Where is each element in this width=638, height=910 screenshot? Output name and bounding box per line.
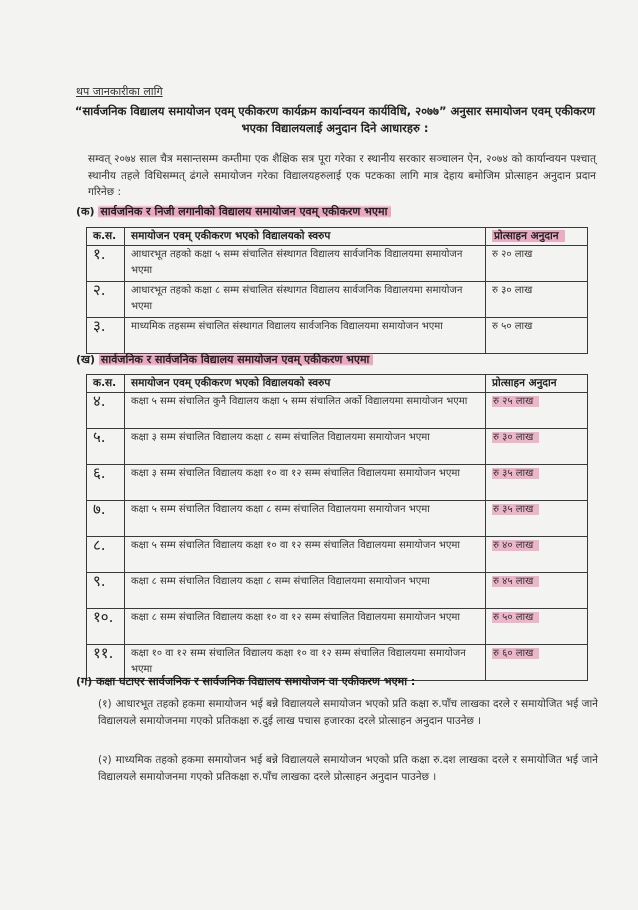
row-description: कक्षा ३ सम्म संचालित विद्यालय कक्षा ८ सम्म संचालित विद्यालयमा समायोजन भएमा xyxy=(125,429,486,465)
table-row xyxy=(87,573,588,609)
row-amount xyxy=(486,609,588,645)
item-marker: (१) xyxy=(98,698,112,710)
table-row xyxy=(87,501,588,537)
row-amount xyxy=(486,537,588,573)
row-sn: ९. xyxy=(87,573,125,609)
column-header-grant-label: प्रोत्साहन अनुदान xyxy=(492,230,565,242)
document-title: “सार्वजनिक विद्यालय समायोजन एवम् एकीकरण कार्यक्रम कार्यान्वयन कार्यविधि, २०७७” अनुसार समायोजन एवम् एकीकरण भएका विद्यालयलाई अनुदान दिने आधारहरु : xyxy=(74,104,596,135)
table-row xyxy=(87,429,588,465)
row-description: कक्षा ८ सम्म संचालित विद्यालय कक्षा १० वा १२ सम्म संचालित विद्यालयमा समायोजन भएमा xyxy=(125,609,486,645)
row-amount-highlighted: रु २५ लाख xyxy=(492,396,539,407)
section-ga-heading xyxy=(76,674,415,689)
row-description: कक्षा ५ सम्म संचालित विद्यालय कक्षा १० वा १२ सम्म संचालित विद्यालयमा समायोजन भएमा xyxy=(125,537,486,573)
table-row xyxy=(87,465,588,501)
row-description: कक्षा १० वा १२ सम्म संचालित विद्यालय कक्षा १० वा १२ सम्म संचालित विद्यालयमा समायोजन भएमा xyxy=(125,645,486,681)
section-ga-title: कक्षा घटाएर सार्वजनिक र सार्वजनिक विद्यालय समायोजन वा एकीकरण भएमा : xyxy=(96,675,416,688)
section-kha-heading xyxy=(76,352,373,367)
table-header-row xyxy=(87,375,588,393)
grant-table-kha xyxy=(86,374,588,681)
row-amount: रु ५० लाख xyxy=(486,318,588,354)
row-sn: ७. xyxy=(87,501,125,537)
row-amount-highlighted: रु ४० लाख xyxy=(492,540,539,551)
table-header-row xyxy=(87,228,588,246)
row-description: कक्षा ८ सम्म संचालित विद्यालय कक्षा ८ सम्म संचालित विद्यालयमा समायोजन भएमा xyxy=(125,573,486,609)
section-kha-marker: (ख) xyxy=(76,353,96,366)
section-ka-marker: (क) xyxy=(76,205,95,218)
row-amount xyxy=(486,429,588,465)
table-row xyxy=(87,609,588,645)
column-header-sn: क.स. xyxy=(87,228,125,246)
row-amount-highlighted: रु ४५ लाख xyxy=(492,576,539,587)
subheading: थप जानकारीका लागि xyxy=(76,85,163,98)
row-description: माध्यमिक तहसम्म संचालित संस्थागत विद्यालय सार्वजनिक विद्यालयमा समायोजन भएमा xyxy=(125,318,486,354)
row-amount xyxy=(486,393,588,429)
row-sn: २. xyxy=(87,282,125,318)
item-text: आधारभूत तहको हकमा समायोजन भई बन्ने विद्यालयले समायोजन भएको प्रति कक्षा रु.पाँच लाखका दरले र समायोजित भई जाने विद्यालयले समायोजनमा गएको प्रतिकक्षा रु.दुई लाख पचास हजारका दरले प्रोत्साहन अनुदान पाउनेछ । xyxy=(98,698,598,727)
row-description: आधारभूत तहको कक्षा ५ सम्म संचालित संस्थागत विद्यालय सार्वजनिक विद्यालयमा समायोजन भएमा xyxy=(125,246,486,282)
row-amount-highlighted: रु ६० लाख xyxy=(492,648,539,659)
row-sn: १. xyxy=(87,246,125,282)
row-amount xyxy=(486,501,588,537)
row-sn: ८. xyxy=(87,537,125,573)
column-header-description: समायोजन एवम् एकीकरण भएको विद्यालयको स्वरुप xyxy=(125,228,486,246)
row-amount-highlighted: रु ३० लाख xyxy=(492,432,539,443)
row-sn: ११. xyxy=(87,645,125,681)
row-amount: रु ३० लाख xyxy=(486,282,588,318)
row-amount-highlighted: रु ३५ लाख xyxy=(492,504,539,515)
row-description: कक्षा ३ सम्म संचालित विद्यालय कक्षा १० वा १२ सम्म संचालित विद्यालयमा समायोजन भएमा xyxy=(125,465,486,501)
row-sn: १०. xyxy=(87,609,125,645)
section-ga-item-2 xyxy=(98,752,598,785)
row-sn: ५. xyxy=(87,429,125,465)
table-row xyxy=(87,393,588,429)
table-row xyxy=(87,282,588,318)
row-sn: ३. xyxy=(87,318,125,354)
row-amount-highlighted: रु ३५ लाख xyxy=(492,468,539,479)
row-amount xyxy=(486,573,588,609)
item-marker: (२) xyxy=(98,754,112,766)
section-ga-item-1 xyxy=(98,696,598,729)
table-row xyxy=(87,537,588,573)
row-description: कक्षा ५ सम्म संचालित कुनै विद्यालय कक्षा ५ सम्म संचालित अर्को विद्यालयमा समायोजन भएमा xyxy=(125,393,486,429)
column-header-sn: क.स. xyxy=(87,375,125,393)
column-header-grant: प्रोत्साहन अनुदान xyxy=(486,375,588,393)
column-header-description: समायोजन एवम् एकीकरण भएको विद्यालयको स्वरुप xyxy=(125,375,486,393)
section-ka-heading xyxy=(76,204,391,219)
section-ka-title: सार्वजनिक र निजी लगानीको विद्यालय समायोजन एवम् एकीकरण भएमा xyxy=(98,205,391,218)
column-header-grant xyxy=(486,228,588,246)
table-row xyxy=(87,246,588,282)
row-sn: ६. xyxy=(87,465,125,501)
row-sn: ४. xyxy=(87,393,125,429)
section-kha-title: सार्वजनिक र सार्वजनिक विद्यालय समायोजन एवम् एकीकरण भएमा xyxy=(99,353,373,366)
grant-table-ka xyxy=(86,227,588,354)
item-text: माध्यमिक तहको हकमा समायोजन भई बन्ने विद्यालयले समायोजन भएको प्रति कक्षा रु.दश लाखका दरले र समायोजित भई जाने विद्यालयले समायोजनमा गएको प्रतिकक्षा रु.पाँच लाखका दरले प्रोत्साहन अनुदान पाउनेछ । xyxy=(98,754,598,783)
row-description: कक्षा ५ सम्म संचालित विद्यालय कक्षा ८ सम्म संचालित विद्यालयमा समायोजन भएमा xyxy=(125,501,486,537)
row-amount xyxy=(486,465,588,501)
row-amount xyxy=(486,645,588,681)
row-amount-highlighted: रु ५० लाख xyxy=(492,612,539,623)
intro-paragraph: सम्वत् २०७४ साल चैत्र मसान्तसम्म कम्तीमा एक शैक्षिक सत्र पूरा गरेका र स्थानीय सरकार सञ्चालन ऐन, २०७४ को कार्यान्वयन पश्चात् स्थानीय तहले विधिसम्मत् ढंगले समायोजन गरेका विद्यालयहरुलाई एक पटकका लागि मात्र देहाय बमोजिम प्रोत्साहन अनुदान प्रदान गरिनेछ : xyxy=(88,153,596,198)
section-ga-marker: (ग) xyxy=(76,675,93,688)
table-row xyxy=(87,318,588,354)
row-description: आधारभूत तहको कक्षा ८ सम्म संचालित संस्थागत विद्यालय सार्वजनिक विद्यालयमा समायोजन भएमा xyxy=(125,282,486,318)
row-amount: रु २० लाख xyxy=(486,246,588,282)
